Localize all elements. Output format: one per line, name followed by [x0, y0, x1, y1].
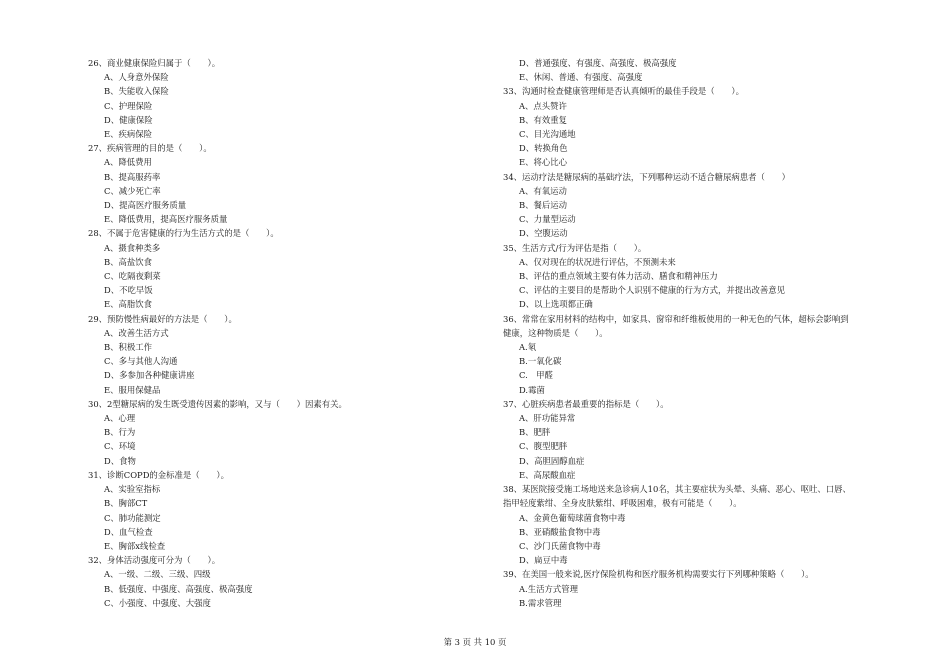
- answer-option: E、将心比心: [519, 157, 567, 168]
- page-footer: 第 3 页 共 10 页: [443, 637, 507, 647]
- answer-option: D、食物: [104, 455, 136, 466]
- answer-option: A.氡: [519, 342, 537, 353]
- answer-option: C、多与其他人沟通: [104, 356, 178, 367]
- answer-option: E、降低费用，提高医疗服务质量: [104, 214, 228, 225]
- question-text: 38、某医院接受施工场地送来急诊病人10名，其主要症状为头晕、头痛、恶心、呕吐、口唇、: [503, 484, 851, 495]
- answer-option: B、有效重复: [519, 114, 568, 125]
- answer-option: D、扁豆中毒: [519, 555, 568, 566]
- answer-option: A、点头赞许: [519, 100, 567, 111]
- left-column: [88, 56, 478, 610]
- answer-option: A、改善生活方式: [104, 327, 169, 338]
- answer-option: A、金黄色葡萄球菌食物中毒: [519, 512, 626, 523]
- answer-option: B、失能收入保险: [104, 86, 169, 97]
- answer-option: A、肝功能异常: [519, 413, 576, 424]
- answer-option: B、胸部CT: [104, 498, 148, 509]
- answer-option: B、餐后运动: [519, 200, 568, 211]
- question-text: 33、沟通时检查健康管理师是否认真倾听的最佳手段是（ ）。: [503, 86, 744, 97]
- question-text: 34、运动疗法是糖尿病的基础疗法，下列哪种运动不适合糖尿病患者（ ）: [503, 171, 791, 182]
- answer-option: A、有氧运动: [519, 185, 567, 196]
- answer-option: D、转换角色: [519, 143, 568, 154]
- answer-option: D、多参加各种健康讲座: [104, 370, 195, 381]
- answer-option: A、降低费用: [104, 157, 152, 168]
- answer-option: B、低强度、中强度、高强度、极高强度: [104, 583, 253, 594]
- answer-option: B、评估的重点领域主要有体力活动、膳食和精神压力: [519, 271, 718, 282]
- answer-option: D、不吃早饭: [104, 285, 153, 296]
- answer-option: C、力量型运动: [519, 214, 576, 225]
- answer-option: B、亚硝酸盐食物中毒: [519, 526, 601, 537]
- answer-option: C、腹型肥胖: [519, 441, 568, 452]
- answer-option: A.生活方式管理: [519, 583, 578, 594]
- answer-option: E、疾病保险: [104, 129, 152, 140]
- answer-option: E、高尿酸血症: [519, 469, 576, 480]
- answer-option: C. 甲醛: [519, 370, 553, 381]
- answer-option: C、减少死亡率: [104, 185, 161, 196]
- answer-option: E、服用保健品: [104, 384, 161, 395]
- answer-option: C、肺功能测定: [104, 512, 161, 523]
- answer-option: A、心理: [104, 413, 136, 424]
- question-text: 健康，这种物质是（ ）。: [503, 327, 608, 338]
- question-text: 39、在美国一般来说,医疗保险机构和医疗服务机构需要实行下列哪种策略（ ）。: [503, 569, 814, 580]
- answer-option: B、高盐饮食: [104, 256, 153, 267]
- answer-option: D、提高医疗服务质量: [104, 200, 187, 211]
- question-text: 28、不属于危害健康的行为生活方式的是（ ）。: [88, 228, 279, 239]
- answer-option: B、提高服药率: [104, 171, 161, 182]
- answer-option: A、一级、二级、三级、四级: [104, 569, 211, 580]
- question-text: 36、常常在家用材料的结构中，如家具、窗帘和纤维板使用的一种无色的气体，超标会影响到: [503, 313, 849, 324]
- answer-option: D、血气检查: [104, 526, 153, 537]
- answer-option: E、胸部x线检查: [104, 540, 166, 551]
- answer-option: D、健康保险: [104, 114, 153, 125]
- answer-option: C、环境: [104, 441, 136, 452]
- answer-option: C、吃隔夜剩菜: [104, 271, 161, 282]
- answer-option: A、仅对现在的状况进行评估，不预测未来: [519, 256, 676, 267]
- answer-option: C、目光沟通地: [519, 129, 576, 140]
- answer-option: D.霉菌: [519, 384, 545, 395]
- answer-option: A、人身意外保险: [104, 72, 169, 83]
- question-text: 指甲轻度紫绀、全身皮肤紫绀、呼吸困难，极有可能是（ ）。: [503, 498, 742, 509]
- question-text: 31、诊断COPD的金标准是（ ）。: [88, 469, 229, 480]
- answer-option: C、护理保险: [104, 100, 153, 111]
- answer-option: D、普通强度、有强度、高强度、极高强度: [519, 58, 677, 68]
- answer-option: E、休闲、普通、有强度、高强度: [519, 72, 643, 83]
- answer-option: B.需求管理: [519, 597, 562, 608]
- answer-option: A、摄食种类多: [104, 242, 161, 253]
- answer-option: A、实验室指标: [104, 484, 161, 495]
- answer-option: C、评估的主要目的是帮助个人识别不健康的行为方式，并提出改善意见: [519, 285, 786, 296]
- question-text: 32、身体活动强度可分为（ ）。: [88, 555, 221, 566]
- question-text: 35、生活方式/行为评估是指（ ）。: [503, 242, 647, 253]
- answer-option: C、沙门氏菌食物中毒: [519, 540, 601, 551]
- answer-option: D、空腹运动: [519, 228, 568, 239]
- answer-option: D、高胆固醇血症: [519, 455, 585, 466]
- question-text: 27、疾病管理的目的是（ ）。: [88, 143, 212, 154]
- answer-option: D、以上选项都正确: [519, 299, 593, 310]
- question-text: 37、心脏疾病患者最重要的指标是（ ）。: [503, 398, 669, 409]
- answer-option: B、肥胖: [519, 427, 551, 438]
- answer-option: B、行为: [104, 427, 136, 438]
- right-column: [503, 56, 898, 610]
- question-text: 30、2型糖尿病的发生既受遗传因素的影响，又与（ ）因素有关。: [88, 398, 347, 409]
- answer-option: C、小强度、中强度、大强度: [104, 597, 211, 608]
- question-text: 26、商业健康保险归属于（ ）。: [88, 58, 221, 68]
- question-text: 29、预防慢性病最好的方法是（ ）。: [88, 313, 237, 324]
- answer-option: E、高脂饮食: [104, 299, 152, 310]
- answer-option: B.一氧化碳: [519, 356, 562, 367]
- answer-option: B、积极工作: [104, 342, 153, 353]
